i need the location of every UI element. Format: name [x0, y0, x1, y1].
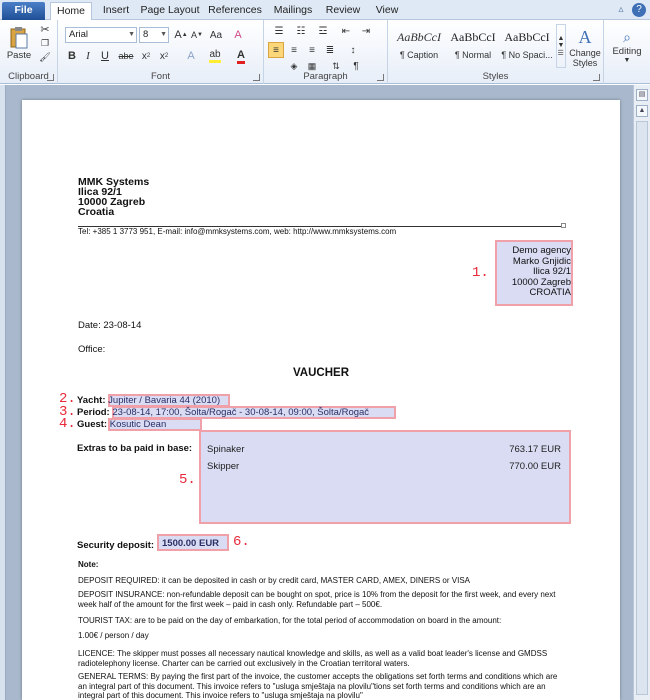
- font-name-combo[interactable]: [65, 27, 137, 43]
- company-name: MMK Systems: [78, 176, 150, 188]
- resize-handle[interactable]: [561, 223, 566, 228]
- clipboard-group-label: Clipboard: [8, 71, 49, 82]
- chevron-down-icon: ▼: [128, 31, 135, 38]
- annotation-4: 4.: [59, 416, 76, 432]
- style-normal-name: ¶ Normal: [454, 50, 492, 60]
- italic-icon[interactable]: I: [86, 50, 90, 62]
- styles-scroll-icon[interactable]: ▲ ▼ ☰: [556, 24, 566, 68]
- tab-file[interactable]: File: [2, 2, 45, 20]
- period-value: 23-08-14, 17:00, Šolta/Rogač - 30-08-14, 09:00, Šolta/Rogač: [112, 407, 370, 418]
- cut-icon[interactable]: ✂: [40, 23, 50, 36]
- align-right-icon[interactable]: ≡: [309, 44, 315, 56]
- font-name-value: Arial: [69, 29, 89, 40]
- note-deposit-insurance: DEPOSIT INSURANCE: non-refundable deposit can be bought on spot, price is 10% from the deposit for the first week, and every next week half of the amount for the first week – paid in cash only. Refundable part – 500€.: [78, 590, 556, 609]
- note-licence: LICENCE: The skipper must posses all necessary nautical knowledge and skills, as well as a valid boat leader's license and GMDSS radiotelephony license. Charter can be carried out exclusively in the Croatian territoral waters.: [78, 649, 548, 668]
- minimize-ribbon-icon[interactable]: ▵: [618, 4, 624, 15]
- extra-price: 763.17 EUR: [509, 444, 561, 455]
- change-case-icon[interactable]: Aa: [209, 29, 223, 41]
- shading-icon[interactable]: ◈: [290, 60, 298, 71]
- paste-button[interactable]: [6, 23, 32, 63]
- yacht-field: [77, 395, 220, 406]
- font-group-label: Font: [150, 71, 170, 82]
- underline-icon[interactable]: U: [101, 50, 109, 62]
- vertical-ruler: [0, 85, 6, 700]
- strikethrough-icon[interactable]: abe: [118, 51, 134, 61]
- agency-country: CROATIA: [529, 287, 571, 298]
- company-street: Ilica 92/1: [78, 186, 122, 198]
- scroll-up-icon[interactable]: ▲: [636, 105, 648, 117]
- paragraph-group-label: Paragraph: [303, 71, 348, 82]
- deposit-label: Security deposit:: [77, 540, 155, 551]
- decrease-indent-icon[interactable]: ⇤: [341, 25, 351, 37]
- style-caption[interactable]: [392, 24, 446, 68]
- company-country: Croatia: [78, 206, 115, 218]
- bullets-icon[interactable]: ☰: [274, 25, 284, 37]
- guest-field: [77, 419, 166, 430]
- style-no-spacing-name: ¶ No Spaci...: [501, 50, 553, 60]
- editing-label: Editing: [612, 45, 642, 57]
- ruler-toggle-icon[interactable]: ▤: [636, 89, 648, 101]
- show-marks-icon[interactable]: ¶: [353, 60, 359, 72]
- extra-name: Spinaker: [207, 444, 245, 455]
- vertical-scrollbar[interactable]: [633, 85, 650, 700]
- borders-icon[interactable]: ▦: [307, 60, 317, 71]
- style-no-spacing[interactable]: [500, 24, 554, 68]
- binoculars-icon: ⌕: [623, 28, 631, 45]
- paste-label: Paste: [6, 49, 32, 61]
- note-tourist-tax-amount: 1.00€ / person / day: [78, 631, 149, 640]
- style-no-spacing-sample: AaBbCcI: [504, 30, 550, 44]
- extras-label: Extras to ba paid in base:: [77, 443, 193, 454]
- ribbon: [0, 20, 650, 84]
- extra-price: 770.00 EUR: [509, 461, 561, 472]
- clipboard-group: [0, 20, 58, 84]
- style-normal[interactable]: [446, 24, 500, 68]
- change-styles-icon: A: [578, 26, 592, 47]
- agency-address: [496, 240, 574, 306]
- period-label: Period:: [77, 407, 110, 418]
- style-caption-sample: AaBbCcI: [397, 30, 441, 44]
- yacht-value: Jupiter / Bavaria 44 (2010): [108, 395, 221, 406]
- text-effects-icon[interactable]: A: [187, 50, 195, 62]
- guest-value: Kosutic Dean: [109, 419, 167, 430]
- font-size-value: 8: [143, 29, 149, 40]
- deposit-value: 1500.00 EUR: [162, 538, 220, 549]
- styles-group: [388, 20, 604, 84]
- annotation-6: 6.: [233, 534, 250, 550]
- change-styles-label: Change: [569, 47, 601, 58]
- font-color-icon[interactable]: A: [230, 48, 252, 64]
- tab-home[interactable]: Home: [50, 2, 92, 20]
- justify-icon[interactable]: ≣: [325, 44, 335, 56]
- ribbon-tab-bar: [0, 0, 650, 20]
- change-styles-label-2: Styles: [572, 57, 598, 68]
- clipboard-launcher-icon[interactable]: [47, 74, 54, 81]
- paragraph-launcher-icon[interactable]: [377, 74, 384, 81]
- font-launcher-icon[interactable]: [253, 74, 260, 81]
- styles-launcher-icon[interactable]: [593, 74, 600, 81]
- format-painter-icon[interactable]: 🖌: [39, 51, 51, 62]
- extra-name: Skipper: [207, 461, 240, 472]
- period-field: [77, 407, 369, 418]
- tab-references[interactable]: References: [208, 4, 262, 16]
- contact-line: Tel: +385 1 3773 951, E-mail: info@mmksystems.com, web: http://www.mmksystems.com: [78, 227, 397, 236]
- guest-label: Guest:: [77, 419, 108, 430]
- help-icon[interactable]: ?: [632, 3, 646, 17]
- tab-mailings[interactable]: Mailings: [273, 4, 313, 16]
- company-city: 10000 Zagreb: [78, 196, 146, 208]
- yacht-label: Yacht:: [77, 395, 106, 406]
- bold-icon[interactable]: B: [68, 50, 76, 62]
- subscript-icon[interactable]: x 2: [141, 50, 151, 62]
- annotation-1: 1.: [472, 265, 489, 281]
- font-size-combo[interactable]: [139, 27, 169, 43]
- company-block: [78, 177, 149, 217]
- styles-group-label: Styles: [482, 71, 509, 82]
- extra-row: [207, 444, 561, 455]
- increase-indent-icon[interactable]: ⇥: [361, 25, 371, 37]
- note-deposit-required: DEPOSIT REQUIRED: it can be deposited in cash or by credit card, MASTER CARD, AMEX, DINERS or VISA: [78, 576, 470, 585]
- editing-button[interactable]: [606, 24, 648, 68]
- highlight-color-icon[interactable]: ab: [204, 48, 226, 64]
- superscript-icon[interactable]: x 2: [159, 50, 169, 62]
- paste-icon: [9, 26, 29, 50]
- clear-formatting-icon[interactable]: A: [234, 29, 242, 41]
- tab-insert[interactable]: Insert: [102, 4, 130, 16]
- agency-name: Demo agency: [512, 245, 571, 256]
- note-general-terms: GENERAL TERMS: By paying the first part of the invoice, the customer accepts the obligations set forth terms and conditions which are an integral part of this document. This invoice refers to "usluga smještaja na plovilu"tions set forth terms and conditions which are an integral part of this document. This invoice refers to "usluga smještaja na plovilu": [78, 672, 558, 700]
- document-page[interactable]: [22, 100, 620, 700]
- agency-person: Marko Gnjidic: [512, 255, 571, 267]
- scroll-thumb[interactable]: [636, 121, 648, 695]
- chevron-down-icon: ▼: [160, 31, 167, 38]
- paragraph-group: [264, 20, 388, 84]
- style-normal-sample: AaBbCcI: [450, 30, 496, 44]
- annotation-2: 2.: [59, 391, 76, 407]
- align-left-icon[interactable]: ≡: [268, 42, 284, 58]
- agency-city: 10000 Zagreb: [511, 276, 571, 288]
- sort-icon[interactable]: ⇅: [332, 60, 340, 71]
- multilevel-list-icon[interactable]: ☲: [318, 25, 328, 37]
- note-tourist-tax: TOURIST TAX: are to be paid on the day of embarkation, for the total period of accommodation on board in the amount:: [78, 616, 502, 625]
- chevron-down-icon: ▼: [623, 56, 631, 64]
- numbering-icon[interactable]: ☷: [296, 25, 306, 37]
- office-line: Office:: [78, 344, 106, 355]
- copy-icon[interactable]: ❐: [40, 37, 50, 48]
- extras-box: [199, 430, 571, 524]
- grow-font-icon[interactable]: A ▲: [174, 29, 188, 41]
- style-caption-name: ¶ Caption: [399, 50, 439, 60]
- editing-group: [604, 20, 650, 84]
- align-center-icon[interactable]: ≡: [291, 44, 297, 56]
- note-label: Note:: [78, 560, 99, 569]
- annotation-3: 3.: [59, 404, 76, 420]
- shrink-font-icon[interactable]: A ▼: [191, 30, 203, 40]
- tab-view[interactable]: View: [375, 4, 399, 16]
- extra-row: [207, 461, 561, 472]
- tab-review[interactable]: Review: [325, 4, 361, 16]
- line-spacing-icon[interactable]: ↕: [350, 44, 356, 56]
- tab-page-layout[interactable]: Page Layout: [140, 4, 200, 16]
- agency-street: Ilica 92/1: [532, 266, 571, 277]
- change-styles-button[interactable]: [568, 22, 602, 72]
- date-line: Date: 23-08-14: [78, 320, 142, 331]
- document-title: VAUCHER: [292, 367, 349, 379]
- annotation-5: 5.: [179, 472, 196, 488]
- font-group: [58, 20, 264, 84]
